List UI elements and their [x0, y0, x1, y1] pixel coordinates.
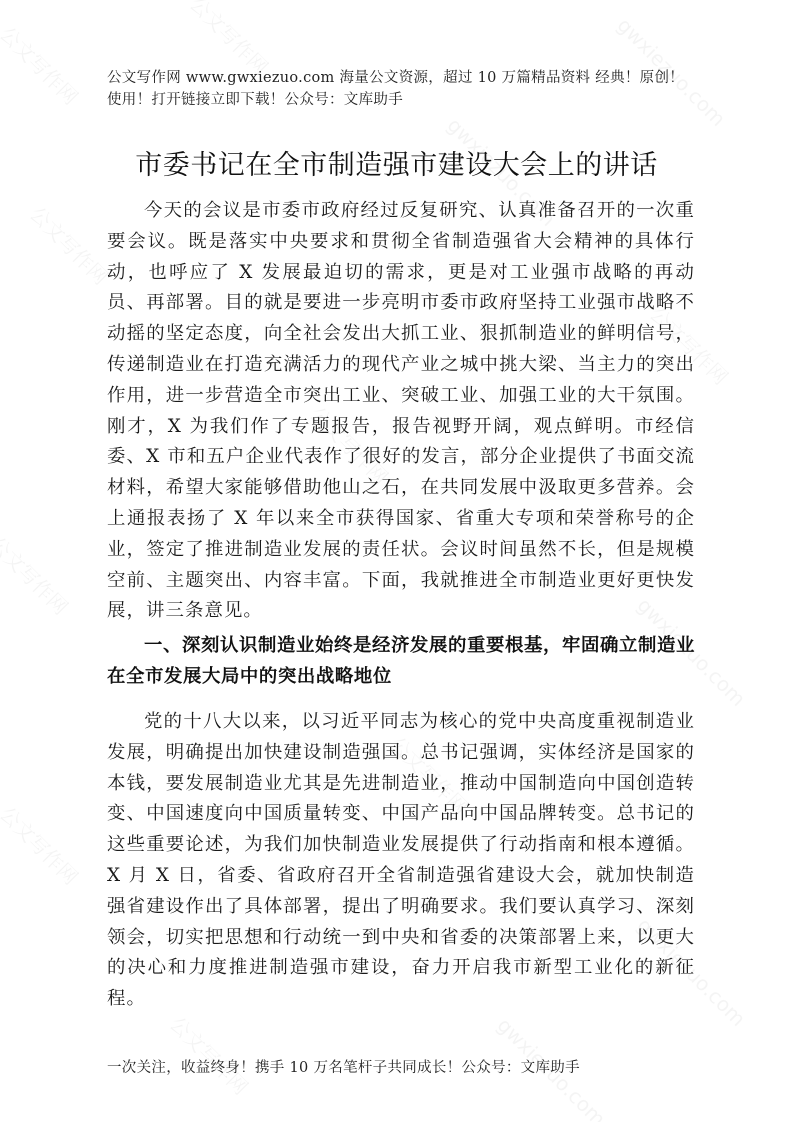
header-line-1: 公文写作网 www.gwxiezuo.com 海量公文资源，超过 10 万篇精品资料 经典！原创！: [107, 70, 685, 86]
watermark-text: [0, 799, 86, 890]
watermark-text: [24, 199, 115, 290]
header-line-2: 使用！打开链接立即下载！公众号：文库助手: [107, 92, 403, 108]
page-header: [107, 67, 707, 111]
document-title: 市委书记在全市制造强市建设大会上的讲话: [135, 150, 658, 181]
watermark-text: [164, 1009, 255, 1100]
page-footer: 一次关注，收益终身！携手 10 万名笔杆子共同成长！公众号：文库助手: [107, 1060, 580, 1076]
watermark-text: [0, 19, 86, 110]
paragraph-1: 今天的会议是市委市政府经过反复研究、认真准备召开的一次重要会议。既是落实中央要求和贯彻全省制造强省大会精神的具体行动，也呼应了 X 发展最迫切的需求，更是对工业强市战略的再动员、再部署。目的就是要进一步亮明市委市政府坚持工业强市战略不动摇的坚定态度，向全社会发出大抓工业、狠抓制造业的鲜明信号，传递制造业在打造充满活力的现代产业之城中挑大梁、当主力的突出作用，进一步营造全市突出工业、突破工业、加强工业的大干氛围。刚才，X 为我们作了专题报告，报告视野开阔，观点鲜明。市经信委、X 市和五户企业代表作了很好的发言，部分企业提供了书面交流材料，希望大家能够借助他山之石，在共同发展中汲取更多营养。会上通报表扬了 X 年以来全市获得国家、省重大专项和荣誉称号的企业，签定了推进制造业发展的责任状。会议时间虽然不长，但是规模空前、主题突出、内容丰富。下面，我就推进全市制造业更好更快发展，讲三条意见。: [107, 200, 695, 622]
section-heading-1: 一、深刻认识制造业始终是经济发展的重要根基，牢固确立制造业在全市发展大局中的突出战略地位: [107, 635, 695, 687]
watermark-text: [0, 529, 76, 620]
paragraph-2: 党的十八大以来，以习近平同志为核心的党中央高度重视制造业发展，明确提出加快建设制造强国。总书记强调，实体经济是国家的本钱，要发展制造业尤其是先进制造业，推动中国制造向中国创造转变、中国速度向中国质量转变、中国产品向中国品牌转变。总书记的这些重要论述，为我们加快制造业发展提供了行动指南和根本遵循。X 月 X 日，省委、省政府召开全省制造强省建设大会，就加快制造强省建设作出了具体部署，提出了明确要求。我们要认真学习、深刻领会，切实把思想和行动统一到中央和省委的决策部署上来，以更大的决心和力度推进制造强市建设，奋力开启我市新型工业化的新征程。: [107, 711, 695, 1010]
